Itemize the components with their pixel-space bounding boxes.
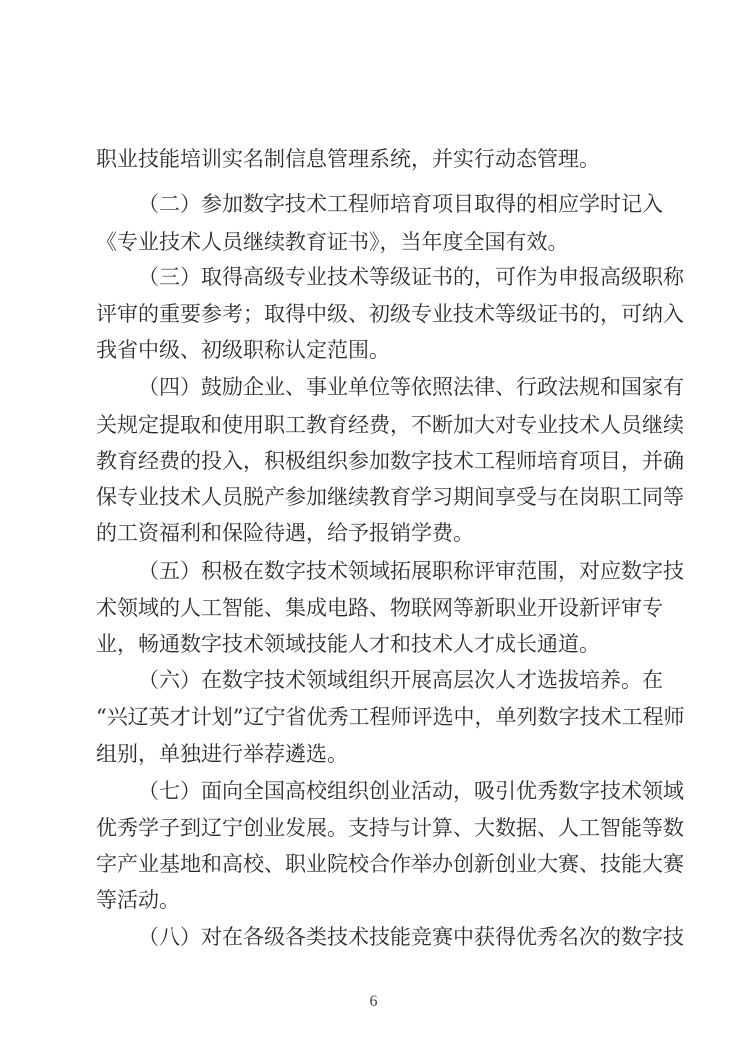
text-line: 等活动。 [96,888,180,912]
text-line: 的工资福利和保险待遇，给予报销学费。 [96,521,474,545]
text-line: 术领域的人工智能、集成电路、物联网等新职业开设新评审专 [96,596,663,620]
paragraph-8-start: （八）对在各级各类技术技能竞赛中获得优秀名次的数字技 [138,925,684,949]
paragraph-7-start: （七）面向全国高校组织创业活动，吸引优秀数字技术领域 [138,779,684,803]
text-line: 组别，单独进行举荐遴选。 [96,742,348,766]
text-line: 教育经费的投入，积极组织参加数字技术工程师培育项目，并确 [96,449,684,473]
text-line: 职业技能培训实名制信息管理系统，并实行动态管理。 [96,147,600,171]
text-line: 关规定提取和使用职工教育经费，不断加大对专业技术人员继续 [96,413,684,437]
paragraph-6-start: （六）在数字技术领域组织开展高层次人才选拔培养。在 [138,668,663,692]
paragraph-4-start: （四）鼓励企业、事业单位等依照法律、行政法规和国家有 [138,375,684,399]
paragraph-5-start: （五）积极在数字技术领域拓展职称评审范围，对应数字技 [138,559,684,583]
text-line: 我省中级、初级职称认定范围。 [96,338,390,362]
page-number: 6 [369,993,378,1010]
paragraph-2-start: （二）参加数字技术工程师培育项目取得的相应学时记入 [138,192,663,216]
text-line: 优秀学子到辽宁创业发展。支持与计算、大数据、人工智能等数 [96,816,684,840]
text-line: 评审的重要参考；取得中级、初级专业技术等级证书的，可纳入 [96,302,684,326]
text-line: 业，畅通数字技术领域技能人才和技术人才成长通道。 [96,632,600,656]
text-line: “兴辽英才计划”辽宁省优秀工程师评选中，单列数字技术工程师 [96,705,685,729]
paragraph-3-start: （三）取得高级专业技术等级证书的，可作为申报高级职称 [138,265,684,289]
text-line: 《专业技术人员继续教育证书》，当年度全国有效。 [96,230,569,254]
text-line: 保专业技术人员脱产参加继续教育学习期间享受与在岗职工同等 [96,485,684,509]
text-line: 字产业基地和高校、职业院校合作举办创新创业大赛、技能大赛 [96,852,684,876]
